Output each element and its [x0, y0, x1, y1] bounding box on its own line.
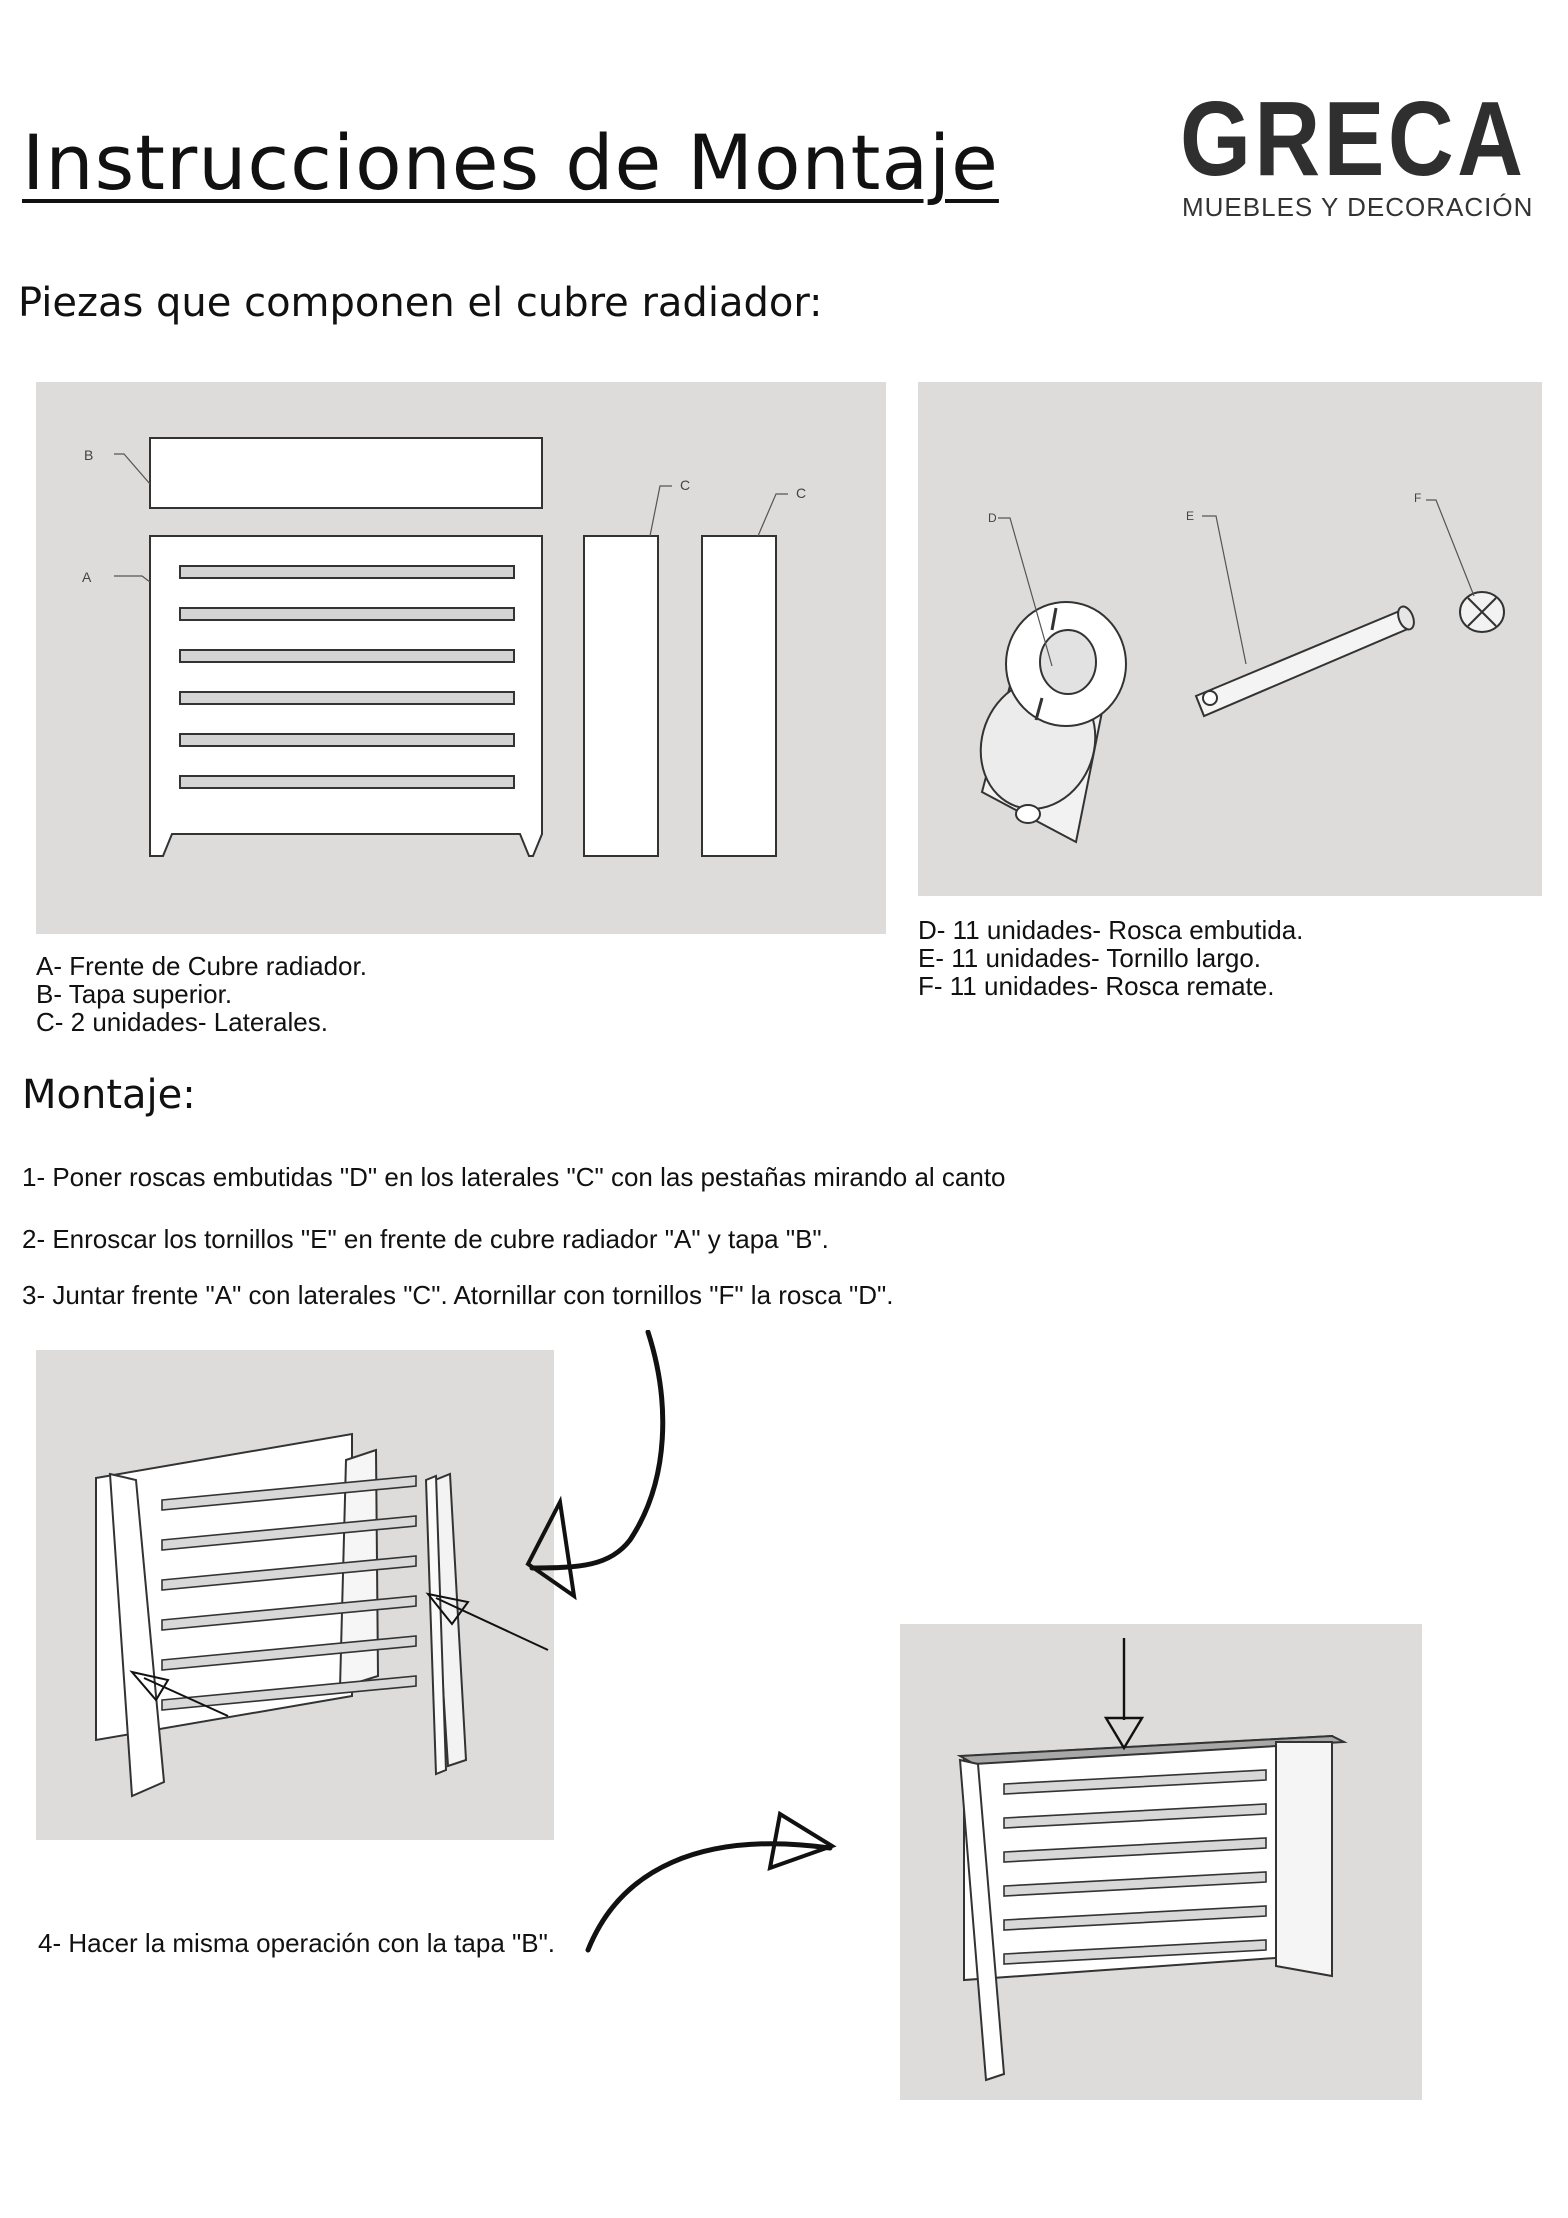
assembly-image-1: [36, 1350, 554, 1840]
page-title: Instrucciones de Montaje: [22, 118, 999, 207]
assembly-image-2: [900, 1624, 1422, 2100]
label-b: B: [84, 447, 94, 463]
caption-a: A- Frente de Cubre radiador.: [36, 951, 367, 981]
curved-arrow-2: [580, 1790, 860, 1960]
step-3: 3- Juntar frente "A" con laterales "C". Atornillar con tornillos "F" la rosca "D".: [22, 1280, 894, 1310]
curved-arrow-1: [520, 1330, 740, 1630]
part-c2-shape: [702, 536, 776, 856]
step-2: 2- Enroscar los tornillos "E" en frente de cubre radiador "A" y tapa "B".: [22, 1224, 829, 1254]
caption-left: [36, 952, 367, 1036]
label-c2: C: [796, 485, 807, 501]
label-c1: C: [680, 477, 691, 493]
caption-e: E- 11 unidades- Tornillo largo.: [918, 943, 1262, 973]
label-a: A: [82, 569, 92, 585]
caption-right: [918, 916, 1303, 1000]
caption-f: F- 11 unidades- Rosca remate.: [918, 971, 1275, 1001]
brand-tagline: MUEBLES Y DECORACIÓN: [1182, 192, 1534, 222]
caption-b: B- Tapa superior.: [36, 979, 233, 1009]
parts-panel-right: [918, 382, 1542, 896]
parts-abc-drawing: [36, 382, 886, 934]
part-b-shape: [150, 438, 542, 508]
label-d: D: [988, 511, 997, 525]
caption-c: C- 2 unidades- Laterales.: [36, 1007, 328, 1037]
parts-panel-left: [36, 382, 886, 934]
parts-def-drawing: [918, 382, 1542, 896]
pieces-heading: Piezas que componen el cubre radiador:: [18, 280, 823, 326]
brand-logo: GRECA: [1180, 80, 1527, 198]
caption-d: D- 11 unidades- Rosca embutida.: [918, 915, 1304, 945]
assembly-heading: Montaje:: [22, 1072, 196, 1118]
label-e: E: [1186, 509, 1195, 523]
step-4: 4- Hacer la misma operación con la tapa "B".: [38, 1928, 556, 1958]
label-f: F: [1414, 491, 1422, 505]
part-c1-shape: [584, 536, 658, 856]
step-1: 1- Poner roscas embutidas "D" en los laterales "C" con las pestañas mirando al canto: [22, 1162, 1006, 1192]
